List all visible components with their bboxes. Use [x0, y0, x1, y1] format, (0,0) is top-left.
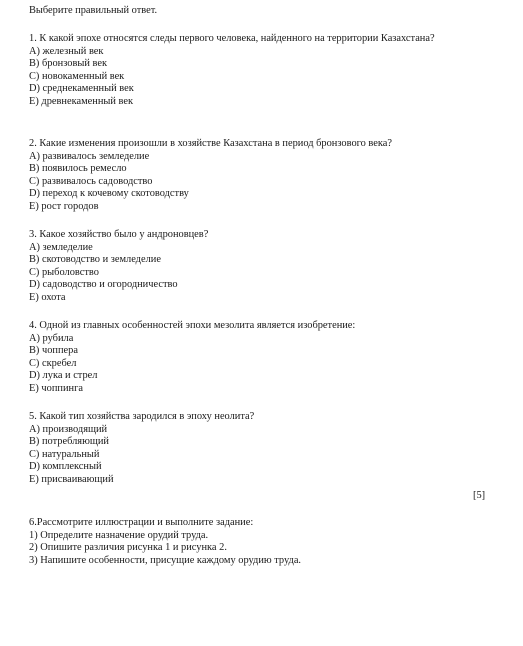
- question-1-text: 1. К какой эпохе относятся следы первого человека, найденного на территории Казахстана?: [29, 33, 435, 44]
- question-3: [29, 229, 487, 305]
- option-c: C) натуральный: [29, 448, 100, 460]
- option-d: D) комплексный: [29, 461, 102, 473]
- question-5: [29, 411, 487, 487]
- option-e: E) присваивающий: [29, 473, 114, 485]
- score-marker: [5]: [473, 490, 486, 501]
- option-d: D) лука и стрел: [29, 370, 98, 382]
- task-6-lines: [29, 530, 487, 568]
- option-a: A) производящий: [29, 423, 108, 435]
- option-e: E) древнекаменный век: [29, 95, 134, 107]
- option-c: C) рыболовство: [29, 266, 99, 278]
- option-a: A) рубила: [29, 332, 74, 344]
- option-b: B) бронзовый век: [29, 58, 108, 70]
- question-2-text: 2. Какие изменения произошли в хозяйстве Казахстана в период бронзового века?: [29, 138, 393, 149]
- task-line-1: 1) Определите назначение орудий труда.: [29, 529, 209, 541]
- option-b: B) скотоводство и земледелие: [29, 254, 161, 266]
- question-4: [29, 320, 487, 396]
- option-a: A) земледелие: [29, 241, 93, 253]
- option-c: C) новокаменный век: [29, 70, 125, 82]
- question-1: [29, 33, 487, 109]
- option-d: D) садоводство и огородничество: [29, 279, 178, 291]
- question-5-options: [29, 424, 487, 487]
- task-line-2: 2) Опишите различия рисунка 1 и рисунка 2.: [29, 542, 227, 554]
- question-3-options: [29, 242, 487, 305]
- option-d: D) переход к кочевому скотоводству: [29, 188, 189, 200]
- option-a: A) развивалось земледелие: [29, 150, 150, 162]
- option-c: C) развивалось садоводство: [29, 175, 153, 187]
- option-b: B) появилось ремесло: [29, 163, 127, 175]
- question-3-text: 3. Какое хозяйство было у андроновцев?: [29, 229, 209, 240]
- option-e: E) охота: [29, 291, 66, 303]
- instruction-text: Выберите правильный ответ.: [29, 5, 158, 16]
- option-d: D) среднекаменный век: [29, 83, 134, 95]
- question-5-text: 5. Какой тип хозяйства зародился в эпоху неолита?: [29, 411, 255, 422]
- task-6: [29, 517, 487, 567]
- question-1-options: [29, 46, 487, 109]
- task-6-text: 6.Рассмотрите иллюстрации и выполните задание:: [29, 517, 254, 528]
- task-line-3: 3) Напишите особенности, присущие каждому орудию труда.: [29, 554, 302, 566]
- option-c: C) скребел: [29, 357, 77, 369]
- option-e: E) чоппинга: [29, 382, 83, 394]
- question-4-options: [29, 333, 487, 396]
- option-b: B) потребляющий: [29, 436, 109, 448]
- option-e: E) рост городов: [29, 200, 99, 212]
- option-a: A) железный век: [29, 45, 104, 57]
- question-4-text: 4. Одной из главных особенностей эпохи мезолита является изобретение:: [29, 320, 356, 331]
- question-2-options: [29, 151, 487, 214]
- question-2: [29, 138, 487, 214]
- option-b: B) чоппера: [29, 345, 78, 357]
